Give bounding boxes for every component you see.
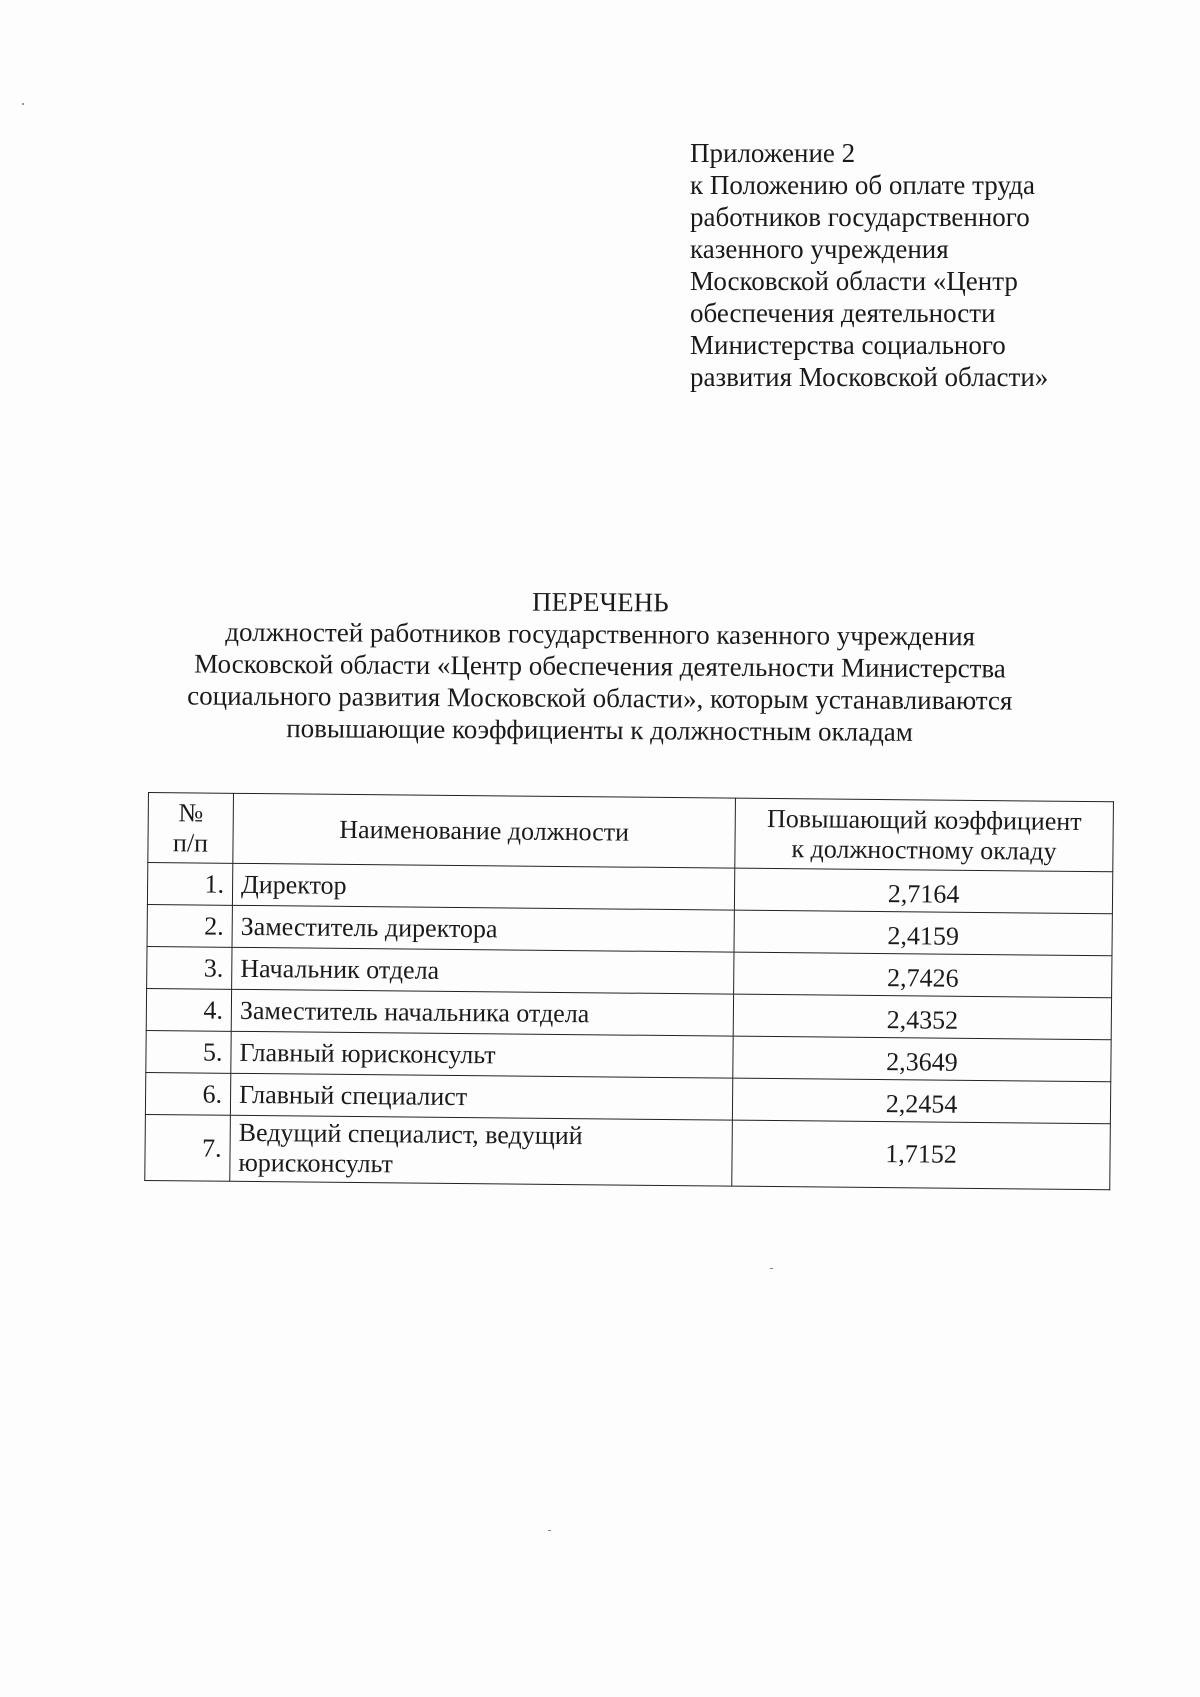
title-line: Московской области «Центр обеспечения деятельности Министерства <box>194 648 1006 684</box>
row-position: Главный юрисконсульт <box>231 1031 733 1078</box>
header-number-symbol: № <box>178 797 204 828</box>
table-header-row <box>148 793 1114 872</box>
row-coefficient: 1,7152 <box>732 1120 1111 1190</box>
header-number <box>148 793 234 864</box>
row-number: 1. <box>147 863 232 906</box>
positions-table-wrapper <box>144 792 1114 1190</box>
row-coefficient: 2,4352 <box>733 994 1111 1040</box>
row-coefficient: 2,7164 <box>734 868 1112 914</box>
scan-speck <box>548 1530 551 1531</box>
title-line: должностей работников государственного казенного учреждения <box>225 616 976 652</box>
appendix-line: работников государственного <box>690 202 1030 232</box>
title-line: социального развития Московской области», которым устанавливаются <box>187 680 1013 716</box>
row-position: Заместитель начальника отдела <box>231 989 733 1036</box>
header-coefficient-line1: Повышающий коэффициент <box>766 803 1082 836</box>
appendix-line: Московской области «Центр <box>690 266 1018 296</box>
row-coefficient: 2,7426 <box>734 952 1112 998</box>
header-coefficient-line2: к должностному окладу <box>791 833 1057 866</box>
row-coefficient: 2,2454 <box>732 1078 1110 1124</box>
row-position-line1: Ведущий специалист, ведущий <box>238 1117 583 1151</box>
appendix-line: казенного учреждения <box>690 234 949 264</box>
row-number: 7. <box>145 1114 231 1181</box>
header-coefficient <box>735 798 1114 872</box>
scan-speck <box>22 103 24 105</box>
title-line: повышающие коэффициенты к должностным окладам <box>286 713 914 747</box>
appendix-line: Министерства социального <box>690 330 1006 360</box>
appendix-line: развития Московской области» <box>690 362 1049 392</box>
header-position-name: Наименование должности <box>233 793 736 868</box>
row-number: 5. <box>146 1030 231 1073</box>
appendix-line: Приложение 2 <box>690 138 856 168</box>
appendix-line: к Положению об оплате труда <box>690 170 1035 200</box>
row-position: Заместитель директора <box>232 905 734 952</box>
row-position-line2: юрисконсульт <box>238 1147 393 1179</box>
row-number: 4. <box>146 988 231 1031</box>
row-position <box>230 1115 733 1186</box>
row-position: Начальник отдела <box>232 947 734 994</box>
row-number: 2. <box>147 904 232 947</box>
row-number: 3. <box>147 946 232 989</box>
document-title <box>140 583 1061 749</box>
table-row <box>145 1114 1111 1189</box>
appendix-note <box>690 137 1110 393</box>
row-coefficient: 2,4159 <box>734 910 1112 956</box>
row-number: 6. <box>145 1072 230 1115</box>
row-position: Главный специалист <box>230 1073 732 1120</box>
scan-speck <box>770 1268 773 1269</box>
positions-table <box>144 792 1114 1190</box>
row-coefficient: 2,3649 <box>733 1036 1111 1082</box>
title-heading: ПЕРЕЧЕНЬ <box>532 586 669 618</box>
row-position: Директор <box>232 863 734 910</box>
appendix-line: обеспечения деятельности <box>690 298 996 328</box>
header-number-label: п/п <box>172 827 209 858</box>
